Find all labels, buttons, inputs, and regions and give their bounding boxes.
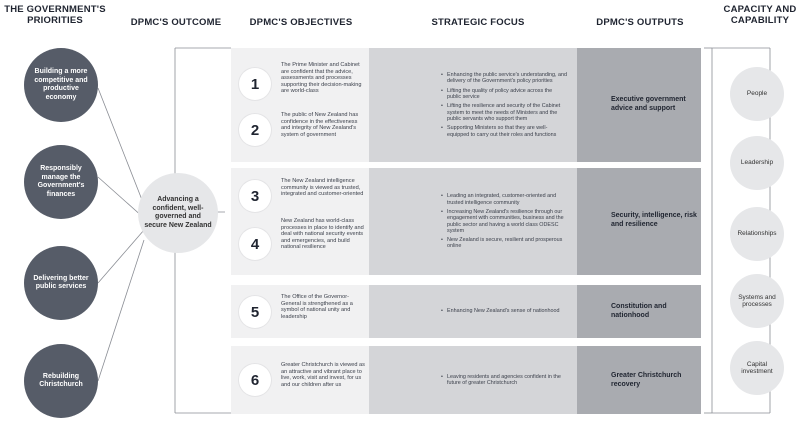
focus-item: • Lifting the resilience and security of the Cabinet system to meet the needs of Ministers and the public servants who support them [441, 103, 561, 122]
header-priorities: THE GOVERNMENT'S PRIORITIES [4, 4, 106, 26]
objective-number: 4 [239, 228, 271, 260]
priority-circle-economy: Building a more competitive and productive economy [24, 48, 98, 122]
priority-circle-finances: Responsibly manage the Government's finances [24, 145, 98, 219]
focus-item: • Enhancing the public service's understanding, and delivery of the Government's policy priorities [441, 72, 568, 85]
output-label: Security, intelligence, risk and resilience [611, 212, 697, 228]
header-outputs: DPMC'S OUTPUTS [596, 17, 684, 28]
focus-item: • Lifting the quality of policy advice across the public service [441, 87, 553, 101]
objective-text: The Office of the Governor-General is strengthened as a symbol of national unity and leadership [281, 294, 353, 320]
objective-row-4 [231, 346, 701, 414]
focus-list [369, 346, 577, 414]
header-capacity: CAPACITY AND CAPABILITY [723, 4, 797, 26]
focus-list [369, 168, 577, 275]
focus-list [369, 285, 577, 338]
capacity-circle-leadership: Leadership [730, 136, 784, 190]
objective-text: The New Zealand intelligence community is viewed as trusted, integrated and customer-oriented [281, 178, 364, 198]
focus-item: • Supporting Ministers so that they are well-equipped to carry out their roles and functions [441, 125, 557, 138]
objective-number: 6 [239, 364, 271, 396]
capacity-circle-systems: Systems and processes [730, 274, 784, 328]
objective-number: 2 [239, 114, 271, 146]
capacity-circle-people: People [730, 67, 784, 121]
output-label: Executive government advice and support [611, 96, 686, 112]
objective-row-1 [231, 48, 701, 162]
objective-text: The public of New Zealand has confidence in the effectiveness and integrity of New Zealand's system of government [281, 112, 359, 138]
header-objectives: DPMC'S OBJECTIVES [249, 17, 353, 28]
priority-circle-christchurch: Rebuilding Christchurch [24, 344, 98, 418]
capacity-circle-relationships: Relationships [730, 207, 784, 261]
focus-item: • Enhancing New Zealand's sense of nationhood [441, 308, 560, 315]
focus-item: • New Zealand is secure, resilient and prosperous online [441, 237, 563, 250]
output-label: Constitution and nationhood [611, 303, 667, 319]
header-outcome: DPMC'S OUTCOME [130, 17, 222, 28]
capacity-circle-capital: Capital investment [730, 341, 784, 395]
output-label: Greater Christchurch recovery [611, 372, 682, 388]
objective-number: 3 [239, 180, 271, 212]
objective-text: New Zealand has world-class processes in place to identify and deal with national security events and emergencies, and build national resilience [281, 218, 364, 251]
objective-text: Greater Christchurch is viewed as an attractive and vibrant place to live, work, visit and invest, for us and our children after us [281, 362, 365, 388]
priority-circle-public-services: Delivering better public services [24, 246, 98, 320]
outcome-circle: Advancing a confident, well-governed and secure New Zealand [138, 173, 218, 253]
focus-item: • Leading an integrated, customer-oriented and trusted intelligence community [441, 193, 557, 206]
focus-list [369, 48, 577, 162]
objective-number: 5 [239, 296, 271, 328]
focus-item: • Leaving residents and agencies confident in the future of greater Christchurch [441, 373, 561, 386]
objective-row-2 [231, 168, 701, 275]
objective-text: The Prime Minister and Cabinet are confident that the advice, assessments and processes supporting their decision-making are world-class [281, 62, 362, 95]
header-focus: STRATEGIC FOCUS [431, 17, 525, 28]
focus-item: • Increasing New Zealand's resilience through our engagement with communities, business and the public sector and having a world class ODESC system [441, 208, 564, 234]
objective-row-3 [231, 285, 701, 338]
objective-number: 1 [239, 68, 271, 100]
